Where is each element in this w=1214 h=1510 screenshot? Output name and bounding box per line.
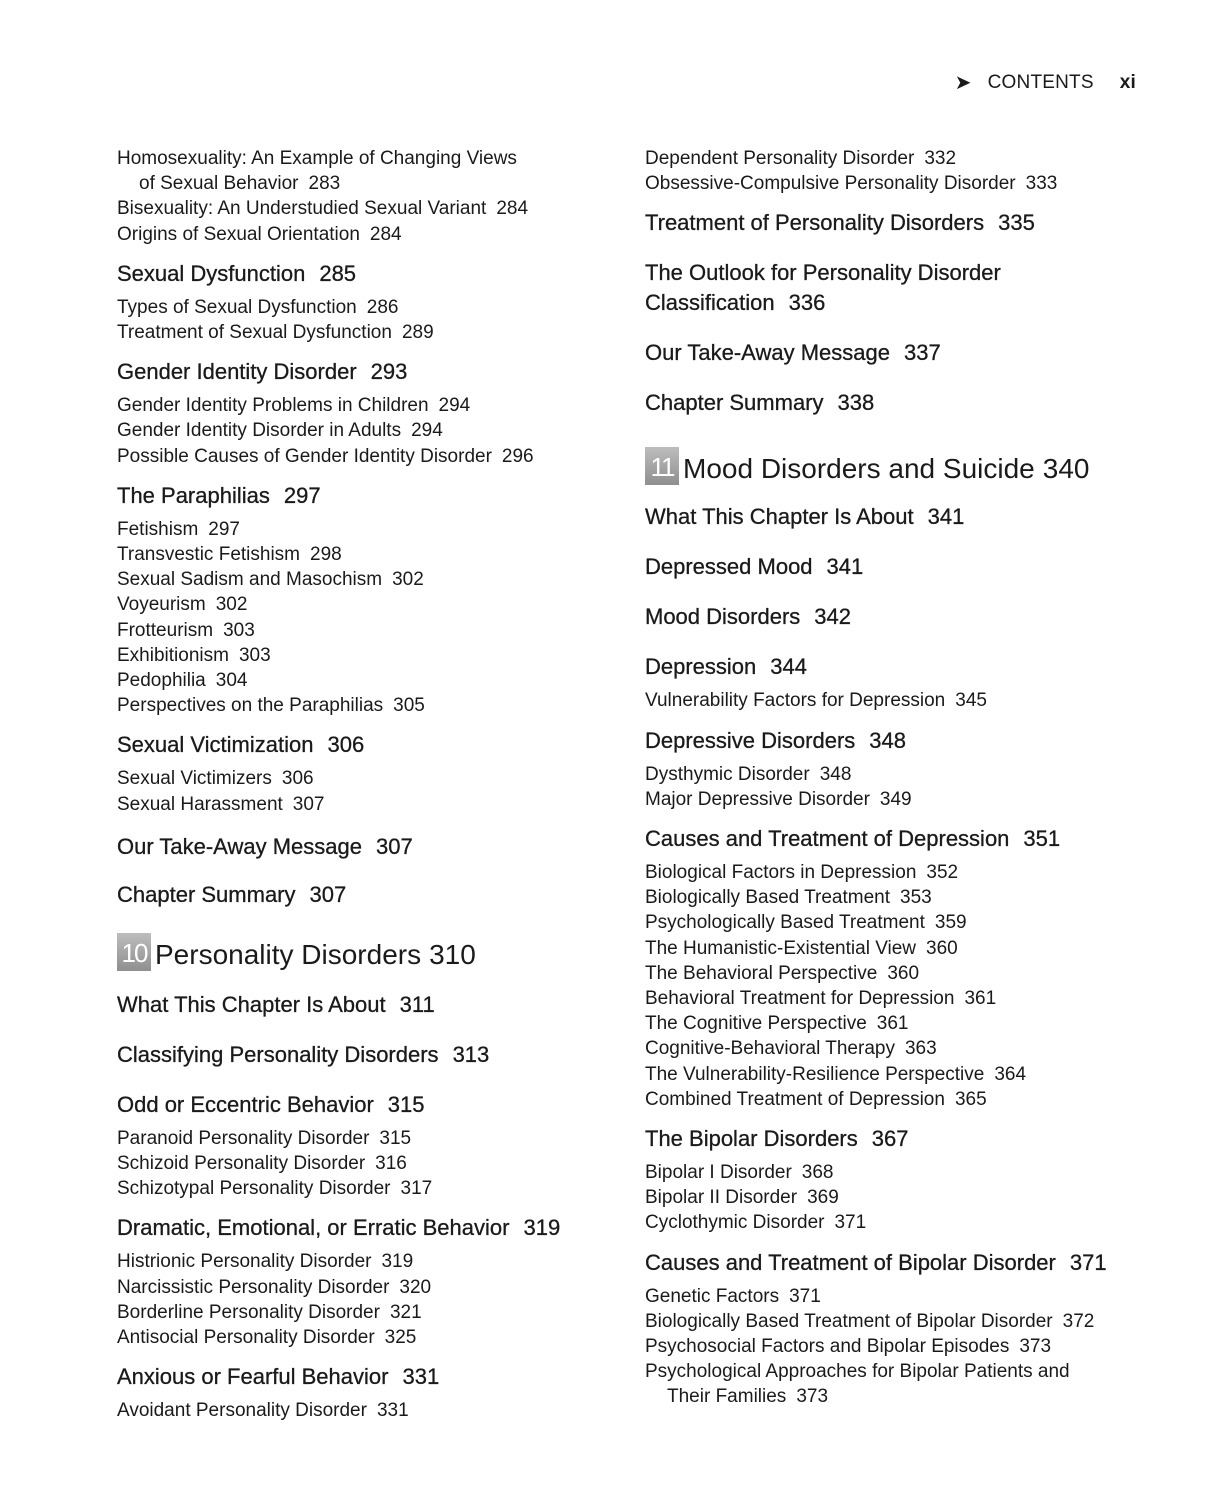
page-ref: 367 (871, 1126, 909, 1152)
page-ref: 360 (887, 962, 920, 984)
toc-subsection-entry[interactable] (117, 1126, 612, 1151)
toc-subsection-entry[interactable] (117, 1398, 612, 1423)
toc-subsection-entry[interactable] (645, 1359, 1165, 1384)
page-ref: 325 (384, 1327, 417, 1349)
entry-title: Perspectives on the Paraphilias (117, 695, 384, 717)
toc-section-heading[interactable] (645, 603, 1165, 631)
toc-subsection-entry[interactable] (117, 668, 612, 693)
toc-subsection-entry[interactable] (117, 1325, 612, 1350)
entry-title: Psychological Approaches for Bipolar Patients and (645, 1361, 1070, 1383)
running-head-label: CONTENTS (987, 71, 1094, 93)
page-ref: 320 (399, 1276, 432, 1298)
toc-subsection-entry[interactable] (117, 320, 612, 345)
page-ref: 331 (402, 1364, 440, 1390)
toc-section-heading[interactable] (117, 991, 612, 1019)
entry-title: Their Families (667, 1386, 787, 1408)
page-ref: 353 (900, 887, 932, 909)
toc-subsection-entry[interactable] (645, 860, 1165, 885)
toc-subsection-entry[interactable] (645, 986, 1165, 1011)
entry-title: Biological Factors in Depression (645, 862, 917, 884)
running-head (955, 70, 1136, 95)
toc-subsection-entry[interactable] (645, 961, 1165, 986)
page-ref: 311 (399, 991, 435, 1017)
entry-title: Histrionic Personality Disorder (117, 1251, 372, 1273)
toc-subsection-entry[interactable] (117, 567, 612, 592)
page-ref: 302 (392, 569, 424, 591)
page-ref: 335 (998, 210, 1035, 236)
entry-title: Voyeurism (117, 594, 206, 616)
entry-title: Psychologically Based Treatment (645, 912, 925, 934)
page-ref: 331 (376, 1400, 409, 1422)
toc-section-heading[interactable] (645, 389, 1165, 417)
toc-section-heading[interactable] (117, 833, 612, 861)
toc-section-heading[interactable] (117, 260, 612, 288)
toc-section-heading[interactable] (645, 503, 1165, 531)
page-ref: 319 (381, 1251, 414, 1273)
entry-title: Gender Identity Disorder in Adults (117, 420, 402, 442)
toc-subsection-entry[interactable] (645, 1062, 1165, 1087)
page-ref: 341 (927, 504, 965, 530)
chapter-title: Personality Disorders 310 (155, 938, 476, 970)
page-ref: 294 (438, 395, 471, 417)
entry-title: Sexual Victimizers (117, 768, 272, 790)
toc-section-heading[interactable] (117, 731, 612, 759)
entry-title: Sexual Dysfunction (117, 260, 306, 286)
toc-subsection-entry[interactable] (117, 592, 612, 617)
page-ref: 337 (903, 340, 941, 366)
page-ref: 338 (837, 390, 875, 416)
entry-title: Sexual Harassment (117, 793, 283, 815)
page-ref: 363 (904, 1038, 937, 1060)
page-ref: 317 (400, 1178, 433, 1200)
chapter-title: Mood Disorders and Suicide 340 (683, 453, 1090, 485)
entry-title: Dramatic, Emotional, or Erratic Behavior (117, 1215, 510, 1241)
toc-subsection-entry[interactable] (117, 171, 612, 196)
page-ref: 365 (954, 1088, 987, 1110)
entry-title: What This Chapter Is About (117, 991, 386, 1017)
page-ref: 352 (926, 862, 959, 884)
entry-title: Possible Causes of Gender Identity Disorder (117, 445, 492, 467)
entry-title: Obsessive-Compulsive Personality Disorder (645, 173, 1016, 195)
toc-subsection-entry[interactable] (645, 936, 1165, 961)
entry-title: Bisexuality: An Understudied Sexual Variant (117, 198, 487, 220)
toc-right-column (645, 146, 1165, 1410)
entry-title: Classification (645, 290, 775, 316)
entry-title: Fetishism (117, 518, 199, 540)
entry-title: Genetic Factors (645, 1285, 780, 1307)
entry-title: Treatment of Sexual Dysfunction (117, 322, 392, 344)
page-ref: 310 (429, 938, 476, 970)
page-ref: 368 (801, 1162, 834, 1184)
entry-title: of Sexual Behavior (139, 173, 299, 195)
page-ref: 333 (1025, 173, 1058, 195)
page-ref: 336 (788, 290, 826, 316)
page-ref: 313 (452, 1041, 490, 1067)
page-ref: 348 (869, 727, 907, 753)
page-ref: 297 (208, 518, 240, 540)
toc-section-heading[interactable] (117, 358, 612, 386)
page-ref: 307 (309, 881, 347, 907)
toc-section-heading[interactable] (645, 727, 1165, 755)
page-ref: 305 (393, 695, 425, 717)
entry-title: Bipolar I Disorder (645, 1162, 792, 1184)
toc-section-heading[interactable] (117, 482, 612, 510)
entry-title: Depression (645, 654, 757, 680)
toc-subsection-entry[interactable] (645, 885, 1165, 910)
toc-section-heading[interactable] (645, 289, 1165, 317)
toc-subsection-entry[interactable] (645, 1160, 1165, 1185)
entry-title: Treatment of Personality Disorders (645, 210, 985, 236)
page-ref: 371 (789, 1285, 821, 1307)
toc-subsection-entry[interactable] (117, 393, 612, 418)
entry-title: The Outlook for Personality Disorder (645, 260, 1001, 286)
toc-chapter-entry[interactable] (117, 933, 612, 971)
entry-title: Our Take-Away Message (117, 833, 362, 859)
page-ref: 294 (411, 420, 443, 442)
entry-title: Combined Treatment of Depression (645, 1088, 945, 1110)
entry-title: Cyclothymic Disorder (645, 1212, 825, 1234)
toc-subsection-entry[interactable] (117, 643, 612, 668)
page-ref: 284 (369, 223, 402, 245)
page-ref: 303 (223, 619, 255, 641)
toc-subsection-entry[interactable] (117, 766, 612, 791)
entry-title: Psychosocial Factors and Bipolar Episodes (645, 1336, 1010, 1358)
toc-section-heading[interactable] (117, 1363, 612, 1391)
toc-section-heading[interactable] (117, 881, 612, 909)
entry-title: Sexual Victimization (117, 732, 314, 758)
chapter-number-badge: 11 (645, 447, 679, 485)
page-ref: 321 (389, 1301, 422, 1323)
page-ref: 306 (327, 732, 365, 758)
entry-title: Odd or Eccentric Behavior (117, 1091, 374, 1117)
toc-section-heading[interactable] (645, 259, 1165, 287)
page-ref: 373 (796, 1386, 829, 1408)
entry-title: Vulnerability Factors for Depression (645, 690, 946, 712)
page-ref: 345 (955, 690, 987, 712)
page-ref: 307 (375, 833, 413, 859)
entry-title: Schizoid Personality Disorder (117, 1153, 366, 1175)
toc-section-heading[interactable] (645, 553, 1165, 581)
toc-subsection-entry[interactable] (117, 444, 612, 469)
entry-title: Exhibitionism (117, 644, 229, 666)
entry-title: The Cognitive Perspective (645, 1013, 867, 1035)
toc-section-heading[interactable] (645, 1125, 1165, 1153)
entry-title: Frotteurism (117, 619, 214, 641)
entry-title: Behavioral Treatment for Depression (645, 988, 955, 1010)
page-ref: 304 (215, 670, 248, 692)
entry-title: The Bipolar Disorders (645, 1126, 858, 1152)
page-ref: 316 (375, 1153, 407, 1175)
entry-title: Chapter Summary (117, 881, 296, 907)
toc-subsection-entry[interactable] (645, 1185, 1165, 1210)
toc-subsection-entry[interactable] (117, 1275, 612, 1300)
toc-subsection-entry[interactable] (117, 693, 612, 718)
page-ref: 342 (814, 604, 851, 630)
page-ref: 297 (283, 482, 321, 508)
toc-subsection-entry[interactable] (645, 1011, 1165, 1036)
toc-subsection-entry[interactable] (645, 1087, 1165, 1112)
page-ref: 298 (310, 544, 342, 566)
toc-subsection-entry[interactable] (117, 1249, 612, 1274)
page-ref: 284 (496, 198, 529, 220)
toc-subsection-entry[interactable] (645, 146, 1165, 171)
entry-title: The Paraphilias (117, 482, 270, 508)
page-ref: 315 (379, 1127, 412, 1149)
page-ref: 359 (934, 912, 967, 934)
entry-title: Antisocial Personality Disorder (117, 1327, 375, 1349)
entry-title: Narcissistic Personality Disorder (117, 1276, 390, 1298)
toc-subsection-entry[interactable] (117, 517, 612, 542)
page-ref: 293 (370, 359, 408, 385)
toc-section-heading[interactable] (117, 1091, 612, 1119)
entry-title: Borderline Personality Disorder (117, 1301, 380, 1323)
toc-subsection-entry[interactable] (645, 1384, 1165, 1409)
toc-subsection-entry[interactable] (645, 910, 1165, 935)
toc-subsection-entry[interactable] (117, 146, 612, 171)
toc-section-heading[interactable] (645, 825, 1165, 853)
page-ref: 289 (401, 322, 434, 344)
toc-subsection-entry[interactable] (645, 171, 1165, 196)
page-ref: 349 (879, 788, 912, 810)
page-ref: 351 (1023, 826, 1061, 852)
entry-title: Paranoid Personality Disorder (117, 1127, 370, 1149)
toc-subsection-entry[interactable] (117, 196, 612, 221)
entry-title: Anxious or Fearful Behavior (117, 1364, 389, 1390)
entry-title: Dependent Personality Disorder (645, 148, 915, 169)
page-ref: 341 (826, 554, 864, 580)
toc-subsection-entry[interactable] (645, 1210, 1165, 1235)
toc-subsection-entry[interactable] (117, 222, 612, 247)
entry-title: The Behavioral Perspective (645, 962, 878, 984)
toc-subsection-entry[interactable] (117, 1176, 612, 1201)
page-ref: 360 (926, 937, 958, 959)
entry-title: The Vulnerability-Resilience Perspective (645, 1063, 985, 1085)
page-ref: 372 (1062, 1310, 1095, 1332)
page-ref: 315 (387, 1091, 425, 1117)
page-ref: 348 (819, 763, 852, 785)
page-ref: 283 (308, 173, 341, 195)
entry-title: The Humanistic-Existential View (645, 937, 917, 959)
toc-subsection-entry[interactable] (117, 542, 612, 567)
entry-title: Origins of Sexual Orientation (117, 223, 360, 245)
entry-title: Chapter Summary (645, 390, 824, 416)
toc-section-heading[interactable] (645, 653, 1165, 681)
entry-title: Causes and Treatment of Bipolar Disorder (645, 1249, 1056, 1275)
toc-section-heading[interactable] (645, 1249, 1165, 1277)
arrow-right-icon: ➤ (954, 72, 972, 94)
entry-title: Gender Identity Problems in Children (117, 395, 429, 417)
entry-title: Our Take-Away Message (645, 340, 890, 366)
entry-title: Sexual Sadism and Masochism (117, 569, 383, 591)
toc-section-heading[interactable] (117, 1041, 612, 1069)
toc-subsection-entry[interactable] (117, 618, 612, 643)
page-ref: 364 (994, 1063, 1027, 1085)
page-ref: 340 (1042, 453, 1090, 485)
entry-title: Types of Sexual Dysfunction (117, 296, 357, 318)
entry-title: Pedophilia (117, 670, 206, 692)
page-ref: 306 (281, 768, 314, 790)
toc-subsection-entry[interactable] (117, 295, 612, 320)
entry-title: Depressive Disorders (645, 727, 856, 753)
page-ref: 307 (292, 793, 325, 815)
entry-title: Homosexuality: An Example of Changing Views (117, 148, 517, 169)
page-ref: 361 (876, 1013, 909, 1035)
toc-subsection-entry[interactable] (645, 762, 1165, 787)
toc-subsection-entry[interactable] (645, 1334, 1165, 1359)
toc-subsection-entry[interactable] (645, 1309, 1165, 1334)
entry-title: Avoidant Personality Disorder (117, 1400, 367, 1422)
toc-subsection-entry[interactable] (117, 792, 612, 817)
entry-title: Causes and Treatment of Depression (645, 826, 1010, 852)
page-ref: 373 (1019, 1336, 1052, 1358)
entry-title: Gender Identity Disorder (117, 359, 357, 385)
entry-title: Mood Disorders (645, 604, 801, 630)
page-ref: 302 (215, 594, 248, 616)
entry-title: Biologically Based Treatment (645, 887, 891, 909)
chapter-number-badge: 10 (117, 933, 151, 971)
toc-subsection-entry[interactable] (117, 418, 612, 443)
page-ref: 344 (770, 654, 807, 680)
entry-title: Major Depressive Disorder (645, 788, 870, 810)
toc-section-heading[interactable] (645, 209, 1165, 237)
page-ref: 319 (523, 1215, 561, 1241)
toc-subsection-entry[interactable] (117, 1151, 612, 1176)
page-ref: 285 (319, 260, 357, 286)
page-ref: 369 (807, 1187, 839, 1209)
toc-section-heading[interactable] (645, 339, 1165, 367)
toc-subsection-entry[interactable] (645, 688, 1165, 713)
entry-title: Classifying Personality Disorders (117, 1041, 439, 1067)
toc-subsection-entry[interactable] (645, 1036, 1165, 1061)
entry-title: Cognitive-Behavioral Therapy (645, 1038, 895, 1060)
toc-left-column (117, 146, 612, 1423)
page-ref: 296 (501, 445, 534, 467)
toc-chapter-entry[interactable] (645, 447, 1165, 485)
entry-title: Biologically Based Treatment of Bipolar Disorder (645, 1310, 1053, 1332)
toc-subsection-entry[interactable] (645, 787, 1165, 812)
page-ref: 371 (834, 1212, 867, 1234)
toc-subsection-entry[interactable] (645, 1284, 1165, 1309)
page-number: xi (1119, 71, 1136, 93)
entry-title: Bipolar II Disorder (645, 1187, 798, 1209)
page-ref: 303 (238, 644, 271, 666)
entry-title: What This Chapter Is About (645, 504, 914, 530)
page-ref: 361 (964, 988, 997, 1010)
page-ref: 332 (924, 148, 957, 169)
entry-title: Transvestic Fetishism (117, 544, 300, 566)
entry-title: Schizotypal Personality Disorder (117, 1178, 391, 1200)
entry-title: Dysthymic Disorder (645, 763, 810, 785)
toc-subsection-entry[interactable] (117, 1300, 612, 1325)
page-ref: 371 (1069, 1249, 1107, 1275)
page-ref: 286 (366, 296, 399, 318)
toc-section-heading[interactable] (117, 1214, 612, 1242)
entry-title: Depressed Mood (645, 554, 813, 580)
